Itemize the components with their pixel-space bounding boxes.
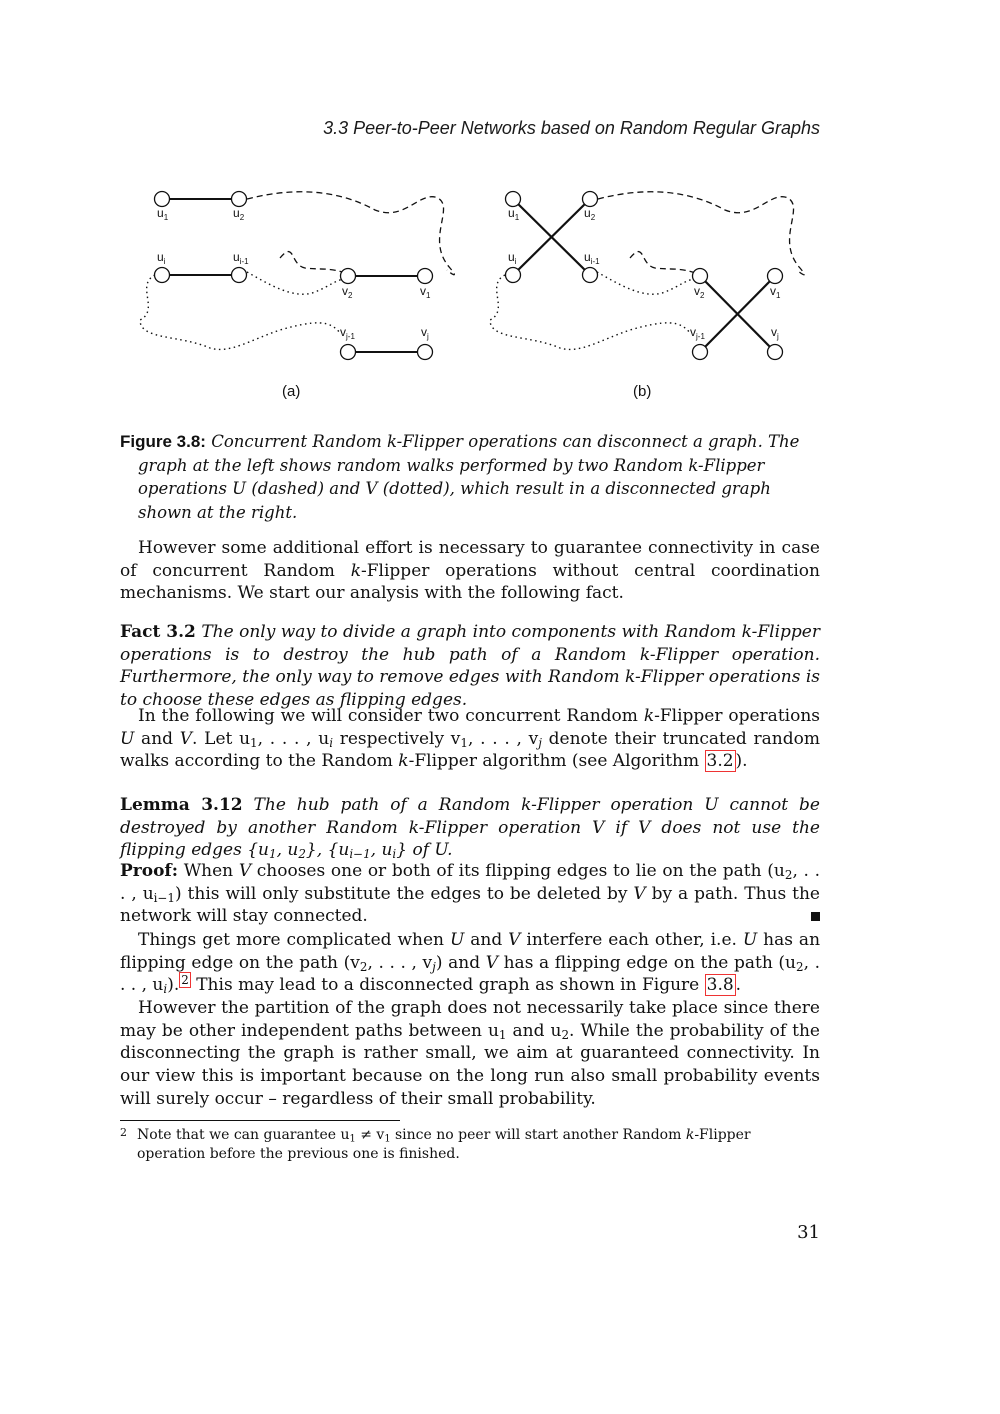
paragraph-2: In the following we will consider two concurrent Random k-Flipper operations U and V. Let $u_1$, . . . , $u_i$ respectively $v_1$, . . . , $v_j$ denote their truncated random walks according to the Random k-Flipper algorithm (see Algorithm 3.2 ). (120, 706, 820, 772)
label-b-v2: $v_2$ (694, 284, 705, 300)
panel-a-node-vj1 (341, 345, 356, 360)
lemma-text: The hub path of a Random k-Flipper operation U cannot be destroyed by another Random k-Flipper operation V if V does not use the flipping edges {$u_1$, $u_2$}, {$u_{i-1}$, $u_i$} of U. (120, 795, 820, 862)
panel-a-node-ui1 (232, 268, 247, 283)
label-a-ui: $u_i$ (157, 250, 166, 266)
figure-diagram (120, 170, 840, 410)
footnote-rule (120, 1120, 400, 1121)
paragraph-4: However the partition of the graph does not necessarily take place since there may be other independent paths between $u_1$ and $u_2$. While the probability of the disconnecting the graph is rather small, we aim at guaranteed connectivity. In our view this is important because on the long run also small probability events will surely occur – regardless of their small probability. (120, 998, 820, 1109)
panel-a-node-u1 (155, 192, 170, 207)
panel-a-node-v2 (341, 269, 356, 284)
page-number: 31 (797, 1222, 820, 1243)
panel-a-node-vj (418, 345, 433, 360)
label-b-ui: $u_i$ (508, 250, 517, 266)
label-b-vj: $v_j$ (771, 325, 779, 341)
panel-a-node-ui (155, 268, 170, 283)
caption-text: Concurrent Random k-Flipper operations can disconnect a graph. The graph at the left shows random walks performed by two Random k-Flipper operations U (dashed) and V (dotted), which result in a disconnected graph shown at the right. (138, 432, 800, 522)
panel-b-node-v2 (693, 269, 708, 284)
footnote-mark: 2 (120, 1126, 127, 1139)
figure-caption (120, 430, 820, 524)
label-b-v1: $v_1$ (770, 284, 781, 300)
fact-label: Fact 3.2 (120, 622, 196, 642)
panel-a-node-v1 (418, 269, 433, 284)
panel-a-node-u2 (232, 192, 247, 207)
footnote-ref-link[interactable]: 2 (181, 972, 189, 987)
panel-b-label: (b) (633, 383, 652, 400)
label-b-vj1: $v_{j-1}$ (690, 325, 705, 341)
label-b-u1: $u_1$ (508, 206, 520, 222)
label-b-ui1: $u_{i-1}$ (584, 250, 600, 266)
panel-b-node-vj (768, 345, 783, 360)
label-a-v2: $v_2$ (342, 284, 353, 300)
label-a-ui1: $u_{i-1}$ (233, 250, 249, 266)
lemma-3-12 (120, 794, 820, 862)
label-a-vj: $v_j$ (421, 325, 429, 341)
label-b-u2: $u_2$ (584, 206, 596, 222)
paragraph-1: However some additional effort is necessary to guarantee connectivity in case of concurrent Random k-Flipper operations without central coordination mechanisms. We start our analysis with the following fact. (120, 538, 820, 604)
fact-3-2 (120, 621, 820, 712)
algorithm-ref-link[interactable]: 3.2 (706, 751, 734, 772)
proof-label: Proof: (120, 861, 179, 881)
paragraph-3: Things get more complicated when U and V interfere each other, i.e. U has an flipping edge on the path ($v_2$, . . . , $v_j$) and V has a flipping edge on the path ($u_2$, . . . , $u_i$). $^2$ This may lead to a disconnected graph as shown in Figure 3.8 . (120, 930, 821, 997)
label-a-vj1: $v_{j-1}$ (340, 325, 355, 341)
footnote: 2 Note that we can guarantee $u_1 \ne v_1$ since no peer will start another Random k-Flipper operation before the previous one is finished. (120, 1126, 751, 1162)
panel-a-dashed-path-u (247, 192, 454, 275)
panel-b-node-ui (506, 268, 521, 283)
panel-b-dashed-path-u (598, 192, 804, 275)
panel-b-dotted-path-v (490, 272, 698, 349)
panel-b-node-v1 (768, 269, 783, 284)
panel-a-dotted-path-v (140, 272, 348, 349)
panel-b-node-u2 (583, 192, 598, 207)
label-a-v1: $v_1$ (420, 284, 431, 300)
panel-b-node-ui1 (583, 268, 598, 283)
caption-label: Figure 3.8: (120, 432, 206, 451)
lemma-label: Lemma 3.12 (120, 795, 243, 815)
proof: Proof: When V chooses one or both of its flipping edges to lie on the path ($u_2$, . . . , $u_{i-1}$) this will only substitute the edges to be deleted by V by a path. Thus the network will stay connected. (120, 861, 820, 927)
qed-square (811, 912, 820, 921)
running-head: 3.3 Peer-to-Peer Networks based on Random Regular Graphs (323, 118, 820, 138)
label-a-u1: $u_1$ (157, 206, 169, 222)
fact-text: The only way to divide a graph into components with Random k-Flipper operations is to destroy the hub path of a Random k-Flipper operation. Furthermore, the only way to remove edges with Random k-Flipper operations is to choose these edges as flipping edges. (120, 622, 820, 711)
figure-3-8 (120, 170, 840, 410)
panel-a-label: (a) (282, 383, 301, 400)
label-a-u2: $u_2$ (233, 206, 245, 222)
panel-b-node-u1 (506, 192, 521, 207)
panel-b-node-vj1 (693, 345, 708, 360)
figure-ref-link[interactable]: 3.8 (706, 975, 734, 996)
